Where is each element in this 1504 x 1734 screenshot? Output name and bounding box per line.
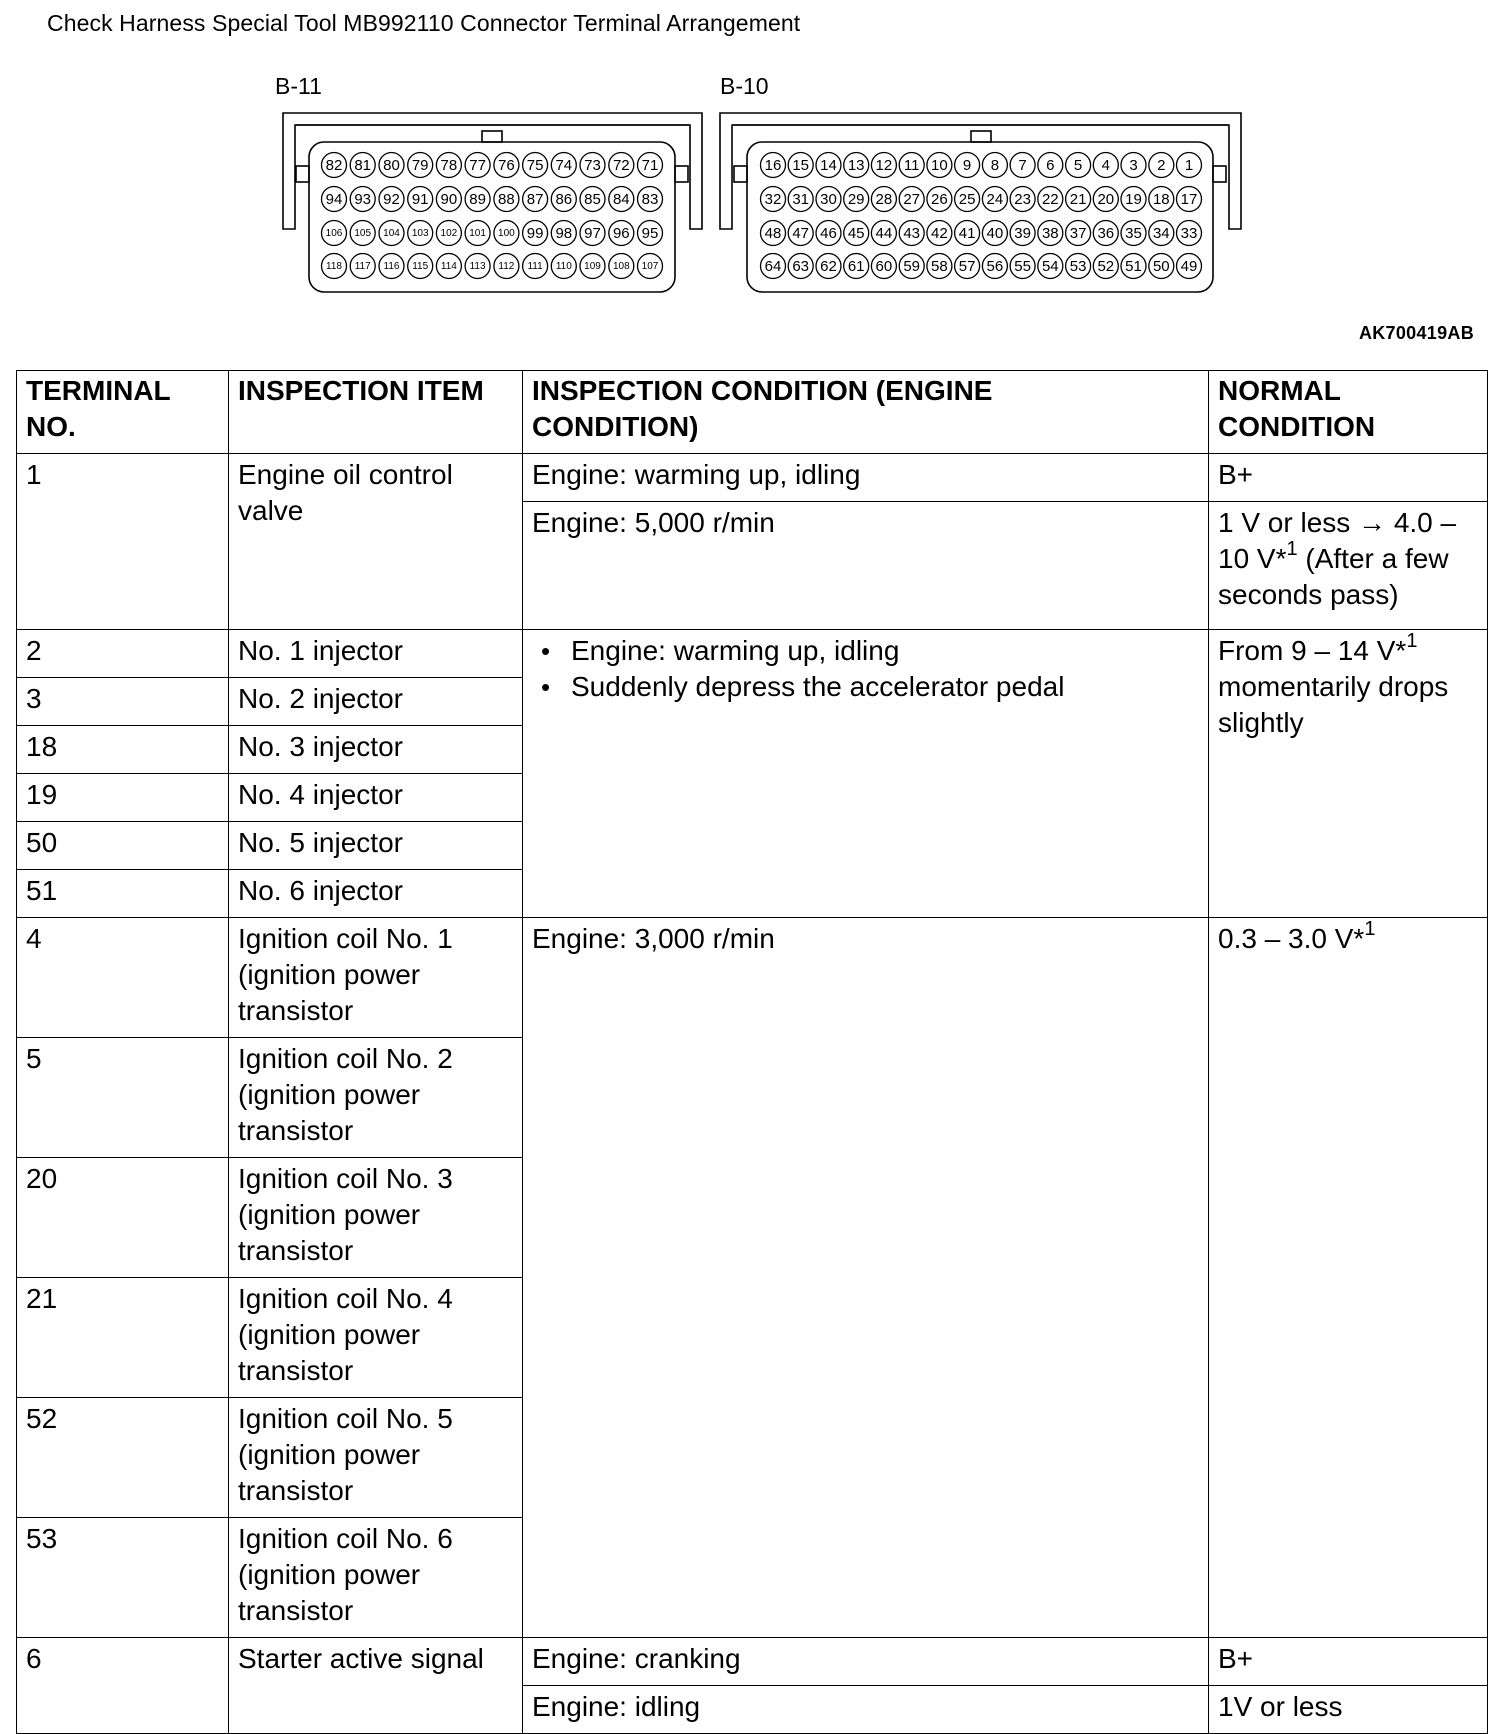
- condition-cell: Engine: idling: [523, 1686, 1209, 1734]
- b11-pin-label: 72: [612, 157, 630, 174]
- b10-pin-label: 5: [1073, 157, 1083, 174]
- b11-pin-label: 117: [354, 261, 371, 272]
- b11-pin-label: 77: [469, 157, 486, 174]
- header-inspection-item: INSPECTION ITEM: [229, 371, 523, 454]
- b10-pin-label: 53: [1069, 258, 1087, 275]
- b10-pin-label: 24: [986, 191, 1004, 208]
- b11-pin-label: 91: [411, 191, 429, 208]
- b10-pin-label: 47: [792, 225, 810, 242]
- b10-pin-label: 57: [958, 258, 976, 275]
- condition-cell: Engine: warming up, idling: [523, 454, 1209, 502]
- b11-pin-label: 84: [612, 191, 630, 208]
- b11-pin-label: 116: [383, 261, 400, 272]
- b11-pin-label: 75: [526, 157, 544, 174]
- table-row: [17, 454, 1488, 502]
- b10-pin-label: 23: [1014, 191, 1031, 208]
- b11-pin-label: 112: [498, 261, 515, 272]
- b11-pin-label: 71: [641, 157, 659, 174]
- b11-pin-label: 78: [440, 157, 458, 174]
- b10-pin-label: 29: [847, 191, 865, 208]
- normal-cell: 0.3 – 3.0 V*$^1$: [1209, 918, 1488, 1638]
- b11-pin-label: 80: [383, 157, 400, 174]
- b10-pin-label: 58: [931, 258, 948, 275]
- b10-pin-label: 18: [1152, 191, 1170, 208]
- b10-pin-label: 19: [1125, 191, 1142, 208]
- b11-pin-label: 118: [326, 261, 342, 272]
- header-terminal-no: TERMINAL NO.: [17, 371, 229, 454]
- terminal-cell: 19: [17, 774, 229, 822]
- item-cell: Ignition coil No. 5 (ignition power transistor: [229, 1398, 523, 1518]
- b11-pin-label: 94: [325, 191, 343, 208]
- b11-pin-label: 108: [612, 261, 630, 272]
- condition-cell: Engine: 3,000 r/min: [523, 918, 1209, 1638]
- b10-pin-label: 25: [958, 191, 976, 208]
- b11-pin-label: 89: [469, 191, 486, 208]
- item-cell: Ignition coil No. 6 (ignition power transistor: [229, 1518, 523, 1638]
- b10-pin-label: 9: [962, 157, 972, 174]
- b10-pin-label: 30: [820, 191, 837, 208]
- b10-pin-label: 37: [1069, 225, 1087, 242]
- b10-pin-label: 62: [820, 258, 837, 275]
- b11-pin-label: 101: [469, 228, 486, 239]
- header-normal-condition: NORMAL CONDITION: [1209, 371, 1488, 454]
- b11-pin-label: 100: [498, 228, 515, 239]
- b10-pin-label: 56: [986, 258, 1004, 275]
- b10-pin-label: 2: [1157, 157, 1166, 174]
- b11-pin-label: 96: [612, 225, 630, 242]
- normal-cell: From 9 – 14 V*$^1$ momentarily drops slightly: [1209, 630, 1488, 918]
- b10-pin-label: 55: [1014, 258, 1031, 275]
- item-cell: Engine oil control valve: [229, 454, 523, 630]
- connector-b11-label: B-11: [275, 73, 322, 99]
- b10-pin-label: 13: [847, 157, 865, 174]
- b11-pin-label: 87: [526, 191, 544, 208]
- terminal-cell: 2: [17, 630, 229, 678]
- b11-pin-label: 114: [440, 261, 457, 272]
- b10-pin-label: 33: [1180, 225, 1198, 242]
- b10-pin-label: 6: [1046, 157, 1055, 174]
- table-row: [17, 630, 1488, 678]
- condition-cell: Engine: 5,000 r/min: [523, 502, 1209, 630]
- b10-pin-label: 10: [931, 157, 948, 174]
- b11-pin-label: 86: [555, 191, 573, 208]
- b10-pin-label: 43: [903, 225, 921, 242]
- b11-pin-label: 85: [584, 191, 601, 208]
- item-cell: No. 4 injector: [229, 774, 523, 822]
- b11-pin-label: 106: [325, 228, 343, 239]
- normal-cell: B+: [1209, 1638, 1488, 1686]
- condition-cell: [523, 630, 1209, 918]
- header-inspection-condition: INSPECTION CONDITION (ENGINE CONDITION): [523, 371, 1209, 454]
- b10-pin-label: 12: [875, 157, 893, 174]
- b11-pin-label: 99: [526, 225, 544, 242]
- b10-pin-label: 51: [1125, 258, 1142, 275]
- terminal-cell: 53: [17, 1518, 229, 1638]
- item-cell: No. 1 injector: [229, 630, 523, 678]
- b11-pin-label: 83: [641, 191, 659, 208]
- b10-pin-label: 49: [1180, 258, 1198, 275]
- b10-pin-label: 28: [875, 191, 893, 208]
- b10-pin-label: 48: [764, 225, 782, 242]
- b11-pin-label: 109: [584, 261, 601, 272]
- connector-b10-pins: [761, 153, 1202, 279]
- b11-pin-label: 82: [325, 157, 343, 174]
- b11-pin-label: 113: [469, 261, 486, 272]
- b10-pin-label: 63: [792, 258, 810, 275]
- normal-cell: 1 V or less → 4.0 – 10 V*$^1$ (After a few seconds pass): [1209, 502, 1488, 630]
- b10-pin-label: 46: [820, 225, 837, 242]
- b11-pin-label: 105: [354, 228, 372, 239]
- condition-bullet: • Engine: warming up, idling: [532, 633, 1200, 669]
- b11-pin-label: 111: [527, 261, 543, 272]
- normal-cell: B+: [1209, 454, 1488, 502]
- b10-pin-label: 27: [903, 191, 921, 208]
- b10-pin-label: 1: [1184, 157, 1194, 174]
- b10-pin-label: 40: [986, 225, 1004, 242]
- normal-cell: 1V or less: [1209, 1686, 1488, 1734]
- item-cell: Ignition coil No. 1 (ignition power transistor: [229, 918, 523, 1038]
- terminal-cell: 50: [17, 822, 229, 870]
- terminal-cell: 4: [17, 918, 229, 1038]
- b10-pin-label: 64: [764, 258, 782, 275]
- table-row: [17, 1638, 1488, 1686]
- b10-pin-label: 44: [875, 225, 893, 242]
- inspection-table: [16, 370, 1488, 1734]
- terminal-cell: 21: [17, 1278, 229, 1398]
- figure-id: AK700419AB: [1358, 323, 1474, 343]
- b10-pin-label: 4: [1101, 157, 1110, 174]
- terminal-cell: 18: [17, 726, 229, 774]
- b11-pin-label: 107: [641, 261, 659, 272]
- b10-pin-label: 34: [1152, 225, 1170, 242]
- b10-pin-label: 42: [931, 225, 948, 242]
- b11-pin-label: 79: [411, 157, 429, 174]
- b11-pin-label: 90: [440, 191, 458, 208]
- terminal-cell: 1: [17, 454, 229, 630]
- connector-b10-label: B-10: [720, 73, 769, 99]
- b10-pin-label: 3: [1129, 157, 1138, 174]
- b10-pin-label: 31: [792, 191, 810, 208]
- b11-pin-label: 97: [584, 225, 601, 242]
- terminal-cell: 52: [17, 1398, 229, 1518]
- b10-pin-label: 21: [1069, 191, 1087, 208]
- b11-pin-label: 88: [498, 191, 515, 208]
- b11-pin-label: 76: [498, 157, 515, 174]
- b10-pin-label: 32: [764, 191, 782, 208]
- page-title: Check Harness Special Tool MB992110 Connector Terminal Arrangement: [47, 10, 801, 36]
- terminal-cell: 6: [17, 1638, 229, 1734]
- b10-pin-label: 8: [990, 157, 1000, 174]
- b11-pin-label: 104: [383, 228, 400, 239]
- b10-pin-label: 15: [792, 157, 810, 174]
- b11-pin-label: 93: [354, 191, 372, 208]
- b10-pin-label: 36: [1097, 225, 1115, 242]
- b10-pin-label: 38: [1041, 225, 1059, 242]
- b10-pin-label: 39: [1014, 225, 1031, 242]
- table-row: [17, 918, 1488, 1038]
- b11-pin-label: 95: [641, 225, 659, 242]
- b10-pin-label: 7: [1018, 157, 1027, 174]
- terminal-cell: 3: [17, 678, 229, 726]
- item-cell: Ignition coil No. 2 (ignition power transistor: [229, 1038, 523, 1158]
- table-header-row: [17, 371, 1488, 454]
- terminal-cell: 5: [17, 1038, 229, 1158]
- b10-pin-label: 60: [875, 258, 893, 275]
- item-cell: Ignition coil No. 3 (ignition power transistor: [229, 1158, 523, 1278]
- b10-pin-label: 50: [1152, 258, 1170, 275]
- b10-pin-label: 41: [958, 225, 976, 242]
- b10-pin-label: 26: [931, 191, 948, 208]
- condition-bullet: • Suddenly depress the accelerator pedal: [532, 669, 1200, 705]
- b11-pin-label: 103: [411, 228, 429, 239]
- b10-pin-label: 61: [847, 258, 865, 275]
- b11-pin-label: 102: [440, 228, 458, 239]
- b10-pin-label: 45: [847, 225, 865, 242]
- b11-pin-label: 81: [354, 157, 372, 174]
- b10-pin-label: 17: [1180, 191, 1198, 208]
- item-cell: No. 2 injector: [229, 678, 523, 726]
- item-cell: Starter active signal: [229, 1638, 523, 1734]
- b11-pin-label: 115: [412, 261, 429, 272]
- b10-pin-label: 54: [1041, 258, 1059, 275]
- b10-pin-label: 59: [903, 258, 921, 275]
- item-cell: Ignition coil No. 4 (ignition power transistor: [229, 1278, 523, 1398]
- connector-b11-pins: [322, 153, 663, 279]
- item-cell: No. 3 injector: [229, 726, 523, 774]
- b11-pin-label: 74: [555, 157, 573, 174]
- item-cell: No. 5 injector: [229, 822, 523, 870]
- b10-pin-label: 11: [903, 157, 920, 174]
- b10-pin-label: 35: [1125, 225, 1142, 242]
- b10-pin-label: 22: [1041, 191, 1059, 208]
- b11-pin-label: 110: [555, 261, 572, 272]
- b10-pin-label: 20: [1097, 191, 1115, 208]
- b10-pin-label: 16: [764, 157, 782, 174]
- b11-pin-label: 92: [383, 191, 400, 208]
- b11-pin-label: 98: [555, 225, 573, 242]
- b11-pin-label: 73: [584, 157, 601, 174]
- b10-pin-label: 14: [820, 157, 837, 174]
- terminal-cell: 20: [17, 1158, 229, 1278]
- b10-pin-label: 52: [1097, 258, 1115, 275]
- item-cell: No. 6 injector: [229, 870, 523, 918]
- connector-diagram: [0, 0, 1504, 330]
- condition-cell: Engine: cranking: [523, 1638, 1209, 1686]
- terminal-cell: 51: [17, 870, 229, 918]
